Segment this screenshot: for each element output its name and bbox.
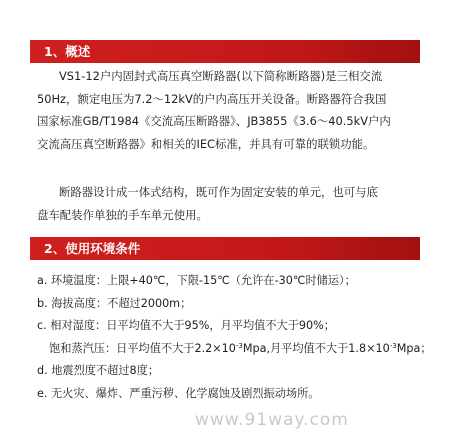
section-title-environment: 2、使用环境条件 bbox=[44, 241, 141, 256]
paragraph-line: VS1-12户内固封式高压真空断路器(以下简称断路器)是三相交流 bbox=[59, 69, 383, 83]
list-item: b. 海拔高度：不超过2000m； bbox=[37, 296, 192, 310]
paragraph-line: 国家标准GB/T1984《交流高压断路器》、JB3855《3.6～40.5kV户内 bbox=[37, 114, 391, 128]
paragraph-line: 盘车配装作单独的手车单元使用。 bbox=[37, 207, 208, 222]
vapor-pressure-item bbox=[37, 338, 437, 361]
vapor-unit: Mpa； bbox=[396, 341, 432, 355]
site-watermark: www.91way.com bbox=[195, 410, 349, 430]
paragraph-line: 50Hz，额定电压为7.2～12kV的户内高压开关设备。断路器符合我国 bbox=[37, 91, 387, 106]
section-header-overview bbox=[30, 40, 420, 63]
list-item: a. 环境温度：上限+40℃，下限-15℃（允许在-30℃时储运）； bbox=[37, 274, 356, 287]
paragraph-line: 断路器设计成一体式结构，既可作为固定安装的单元，也可与底 bbox=[59, 185, 378, 199]
list-item: d. 地震烈度不超过8度； bbox=[37, 364, 160, 377]
vapor-mid: Mpa,月平均值不大于1.8×10 bbox=[242, 341, 390, 355]
overview-paragraph-2 bbox=[37, 181, 427, 226]
list-item: e. 无火灾、爆炸、严重污秽、化学腐蚀及剧烈振动场所。 bbox=[37, 386, 320, 400]
vapor-exponent-1: -3 bbox=[235, 341, 243, 350]
list-item: c. 相对湿度：日平均值不大于95%，月平均值不大于90%； bbox=[37, 319, 335, 332]
section-header-environment bbox=[30, 237, 420, 260]
overview-paragraph-1 bbox=[37, 65, 427, 155]
vapor-exponent-2: -3 bbox=[389, 341, 397, 350]
vapor-label: 饱和蒸汽压：日平均值不大于2.2×10 bbox=[49, 341, 236, 355]
environment-conditions-list bbox=[37, 270, 437, 405]
section-title-overview: 1、概述 bbox=[44, 44, 91, 59]
paragraph-line: 交流高压真空断路器》和相关的IEC标准，并具有可靠的联锁功能。 bbox=[37, 136, 375, 151]
